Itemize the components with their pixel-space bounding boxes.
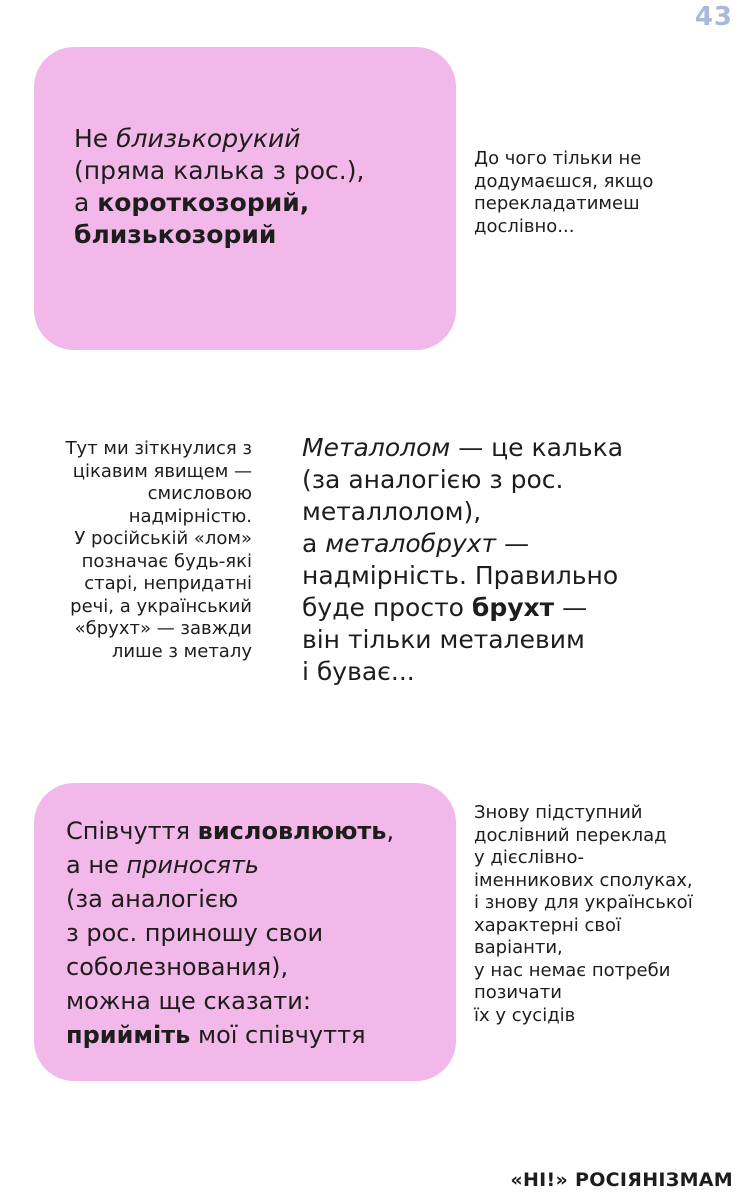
side-note-2	[20, 438, 252, 663]
card-2-line-7-bold: прийміть	[66, 1021, 191, 1049]
middle-line-8: і буває...	[302, 657, 415, 686]
side-note-3-line: іменникових сполуках,	[474, 869, 693, 891]
side-note-2-line: смисловою	[147, 483, 252, 504]
side-note-1-line: додумаєшся, якщо	[474, 170, 654, 192]
side-note-2-line: У російській «лом»	[74, 528, 252, 549]
side-note-3-line: позичати	[474, 982, 562, 1003]
side-note-2-line: надмірністю.	[128, 505, 252, 527]
middle-line-6	[302, 592, 722, 624]
card-2-line-4: з рос. приношу свои	[66, 919, 324, 947]
middle-line-1-italic: Металолом	[302, 433, 451, 462]
card-2-line-1-bold: висловлюють	[197, 817, 387, 845]
card-1-line-2: (пряма калька з рос.),	[74, 156, 365, 185]
side-note-1-line: дослівно...	[474, 215, 575, 237]
card-2-line-3: (за аналогією	[66, 885, 239, 913]
card-1-line-1-italic: близькорукий	[116, 124, 301, 153]
middle-line-6-tail: —	[554, 593, 588, 622]
middle-line-6-plain: буде просто	[302, 593, 472, 622]
side-note-1-line: перекладатимеш	[474, 193, 640, 214]
card-2-text	[66, 814, 456, 1052]
card-1-line-3-plain: а	[74, 188, 98, 217]
middle-line-1-plain: — це калька	[450, 433, 624, 462]
card-2-line-6: можна ще сказати:	[66, 987, 311, 1015]
side-note-3	[474, 802, 744, 1027]
card-2-line-1	[66, 814, 456, 848]
side-note-3-line: характерні свої	[474, 914, 622, 936]
pink-card-2	[34, 783, 456, 1081]
middle-line-2: (за аналогією з рос.	[302, 465, 564, 494]
side-note-3-line: варіанти,	[474, 937, 563, 958]
side-note-3-line: у дієслівно-	[474, 847, 584, 868]
middle-line-1	[302, 432, 722, 464]
side-note-3-line: їх у сусідів	[474, 1004, 576, 1026]
side-note-3-line: і знову для української	[474, 892, 693, 913]
running-footer-title: «НІ!» РОСІЯНІЗМАМ	[510, 1169, 733, 1191]
side-note-2-line: лише з металу	[111, 640, 252, 662]
middle-line-4	[302, 528, 722, 560]
side-note-2-line: «брухт» — завжди	[74, 618, 252, 639]
side-note-1	[474, 148, 714, 238]
middle-text	[302, 432, 722, 688]
pink-card-1	[34, 47, 456, 350]
page-number: 43	[694, 2, 733, 32]
side-note-2-line: цікавим явищем —	[72, 460, 252, 482]
card-1-line-1-plain: Не	[74, 124, 117, 153]
side-note-3-line: у нас немає потреби	[474, 959, 671, 981]
card-1-line-3-bold: короткозорий,	[97, 188, 310, 217]
card-2-line-1-plain: Співчуття	[66, 817, 198, 845]
card-2-line-5: соболезнования),	[66, 953, 289, 981]
card-2-line-2-plain: а не	[66, 851, 127, 879]
card-2-line-1-tail: ,	[386, 817, 395, 845]
card-2-line-7	[66, 1018, 456, 1052]
side-note-3-line: Знову підступний	[474, 802, 643, 823]
middle-line-4-tail: —	[496, 529, 530, 558]
card-2-line-7-plain: мої співчуття	[190, 1021, 366, 1049]
middle-line-5: надмірність. Правильно	[302, 561, 619, 590]
card-1-line-1	[74, 123, 434, 155]
middle-line-7: він тільки металевим	[302, 625, 585, 654]
card-1-text	[74, 123, 434, 251]
side-note-3-line: дослівний переклад	[474, 824, 667, 846]
middle-line-4-plain: а	[302, 529, 326, 558]
middle-line-4-italic: металобрухт	[325, 529, 497, 558]
side-note-2-line: позначає будь-які	[81, 550, 252, 572]
side-note-2-line: Тут ми зіткнулися з	[65, 438, 252, 459]
side-note-2-line: старі, непридатні	[84, 573, 252, 594]
middle-line-3: металлолом),	[302, 497, 482, 526]
card-1-line-4-bold: близькозорий	[74, 220, 277, 249]
card-1-line-3	[74, 187, 434, 219]
side-note-2-line: речі, а український	[70, 595, 252, 617]
card-1-line-4	[74, 219, 434, 251]
middle-line-6-bold: брухт	[471, 593, 555, 622]
card-2-line-2-italic: приносять	[126, 851, 260, 879]
card-2-line-2	[66, 848, 456, 882]
side-note-1-line: До чого тільки не	[474, 148, 642, 169]
